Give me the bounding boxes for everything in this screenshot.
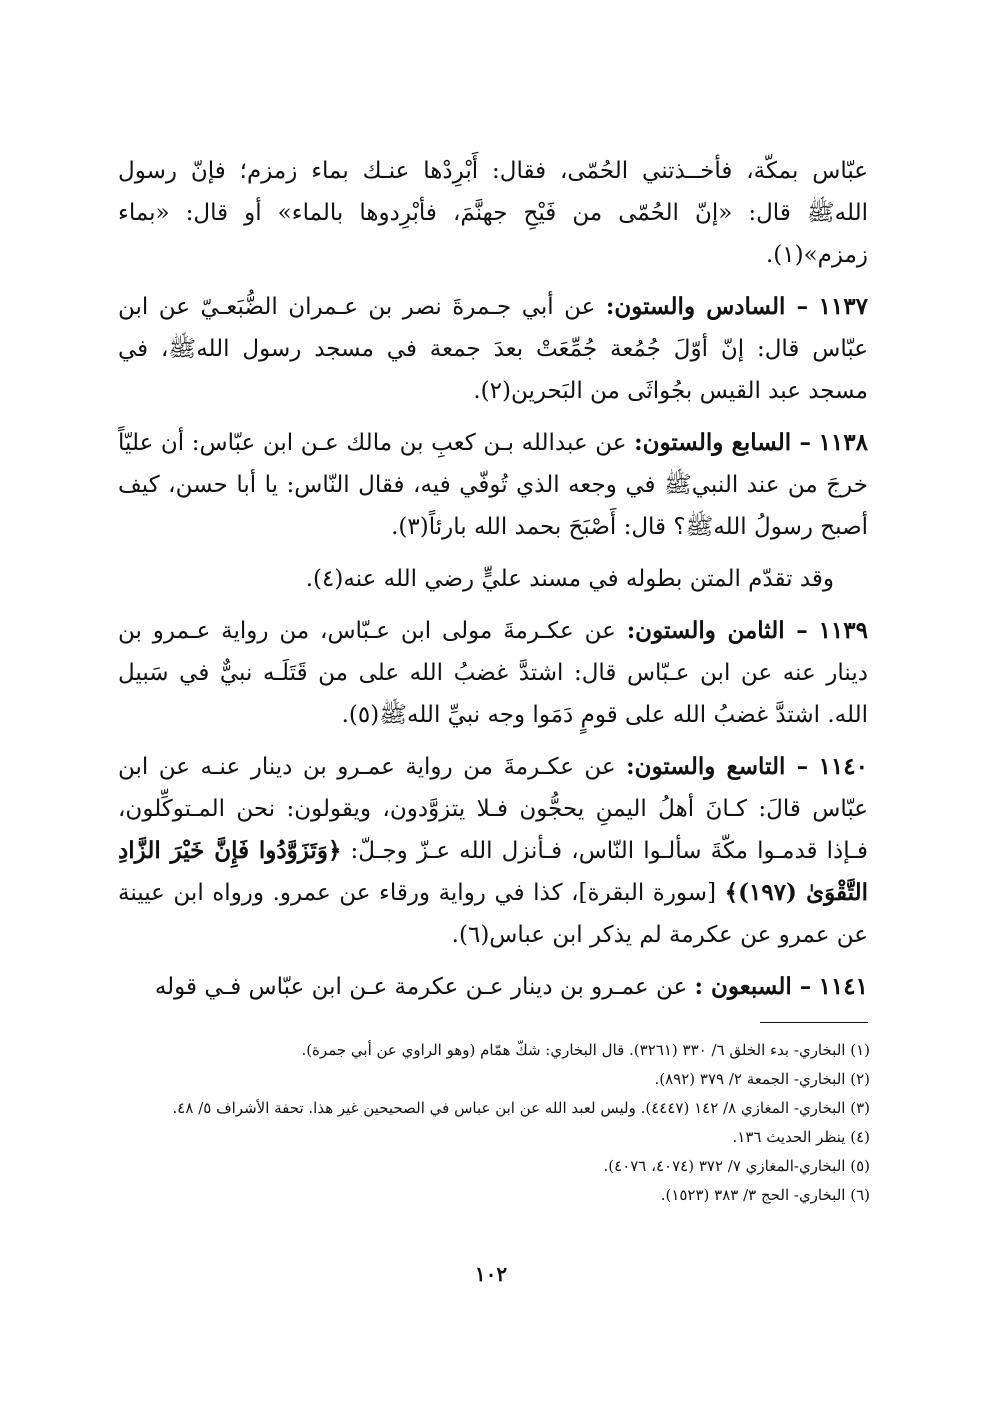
hadith-title: – السادس والستون: (605, 293, 809, 320)
hadith-number: ١١٤٠ (818, 753, 868, 780)
hadith-1139 (118, 610, 868, 736)
footnotes (118, 1036, 870, 1210)
hadith-title: – السابع والستون: (634, 429, 811, 456)
hadith-text: عن عكـرمةَ من رواية عمـرو بن دينار عنـه عن ابن عبّاس قالَ: كـانَ أهلُ اليمنِ يحجُّون فـلا يتزوَّدون، ويقولون: نحن المـتوكِّلون، فـإذا قدمـوا مكّةَ سألـوا النّاس، فـأنزل الله عـزّ وجـلّ: (118, 754, 868, 864)
footnote-separator (760, 1022, 868, 1023)
hadith-text: عن عبدالله بـن كعبِ بن مالك عـن ابن عبّاس: أن عليّاً خرجَ من عند النبيﷺ في وجعه الذي تُوفّي فيه، فقال النّاس: يا أبا حسن، كيف أصبح رسولُ اللهﷺ؟ قال: أَصْبَحَ بحمد الله بارئاً(٣). (118, 430, 868, 540)
intro-line-2: قال: «إنّ الحُمّى من فَيْحِ جهنَّمَ، فأبْرِدوها بالماء» أو قال: «بماء زمزم»(١). (118, 200, 868, 268)
footnote-2: (٢) البخاري- الجمعة ٢/ ٣٧٩ (٨٩٢). (654, 1070, 870, 1088)
intro-paragraph (118, 150, 868, 276)
footnote-5: (٥) البخاري-المغازي ٧/ ٣٧٢ (٤٠٧٤، ٤٠٧٦). (603, 1157, 870, 1175)
hadith-text: عن عمـرو بن دينار عـن عكرمة عـن ابن عبّاس فـي قوله (154, 974, 688, 1000)
hadith-1137 (118, 286, 868, 412)
footnote-1: (١) البخاري- بدء الخلق ٦/ ٣٣٠ (٣٢٦١). قال البخاري: شكّ همّام (وهو الراوي عن أبي جمرة). (301, 1041, 870, 1059)
quran-verse: ﴿وَتَزَوَّدُوا فَإِنَّ خَيْرَ الزَّادِ التَّقْوَىٰ (١٩٧)﴾ (118, 837, 869, 906)
footnote-6: (٦) البخاري- الحج ٣/ ٣٨٣ (١٥٢٣). (660, 1186, 870, 1204)
hadith-number: ١١٣٨ (818, 429, 868, 456)
footnote-3: (٣) البخاري- المغازي ٨/ ١٤٢ (٤٤٤٧). وليس لعبد الله عن ابن عباس في الصحيحين غير هذا. تحفة الأشراف ٥/ ٤٨. (172, 1099, 870, 1117)
hadith-number: ١١٣٧ (818, 293, 868, 320)
hadith-1141 (118, 966, 868, 1008)
hadith-1140 (118, 746, 868, 956)
hadith-text-continued: [سورة البقرة]، كذا في رواية ورقاء عن عمرو. ورواه ابن عيينة عن عمرو عن عكرمة لم يذكر ابن عباس(٦). (118, 880, 868, 948)
hadith-number: ١١٤١ (818, 973, 868, 1000)
main-text (118, 150, 868, 1018)
cross-reference-note: وقد تقدّم المتن بطوله في مسند عليٍّ رضي الله عنه(٤). (305, 566, 834, 592)
hadith-title: – التاسع والستون: (626, 753, 809, 780)
page-number: ١٠٢ (474, 1262, 508, 1286)
footnote-4: (٤) ينظر الحديث ١٣٦. (732, 1128, 870, 1146)
hadith-text: عن أبي جـمرةَ نصر بن عـمران الضُّبَعـيّ عن ابن عبّاس قال: إنّ أوّلَ جُمُعة جُمِّعَتْ بعدَ جمعة في مسجد رسول اللهﷺ، في مسجد عبد القيس بجُواثَى من البَحرين(٢). (118, 294, 868, 404)
hadith-text: عن عكـرمةَ مولى ابن عـبّاس، من رواية عـمرو بن دينار عنه عن ابن عـبّاس قال: اشتدَّ غضبُ الله على من قَتَلَـه نبيٌّ في سَبيل الله. اشتدَّ غضبُ الله على قومٍ دَمَوا وجه نبيِّ اللهﷺ(٥). (118, 618, 868, 728)
intro-line-1: عبّاس بمكّة، فأخــذتني الحُمّى، فقال: أَبْرِدْها عنـك بماء زمزم؛ فإنّ رسول اللهﷺ (118, 158, 868, 226)
hadith-1138 (118, 422, 868, 548)
hadith-title: – الثامن والستون: (626, 617, 808, 644)
hadith-number: ١١٣٩ (818, 617, 868, 644)
hadith-title: – السبعون : (694, 973, 812, 1000)
